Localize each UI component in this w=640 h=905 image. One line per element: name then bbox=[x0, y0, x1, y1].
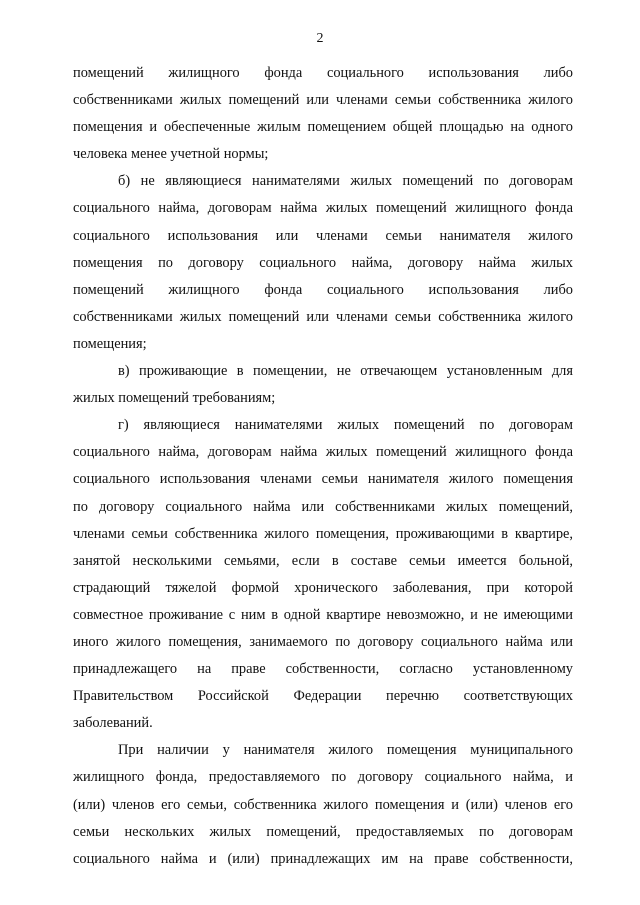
text-line: помещений жилищного фонда социального использования либо bbox=[73, 65, 573, 81]
text-line: собственниками жилых помещений или членами семьи собственника жилого bbox=[73, 92, 573, 109]
text-line: г) являющиеся нанимателями жилых помещений по договорам bbox=[118, 417, 573, 434]
text-line: собственниками жилых помещений или членами семьи собственника жилого bbox=[73, 308, 573, 325]
text-line: занятой несколькими семьями, если в составе семьи имеется больной, bbox=[73, 552, 573, 569]
text-line: человека менее учетной нормы; bbox=[73, 146, 269, 163]
text-line: социального найма, договорам найма жилых помещений жилищного фонда bbox=[73, 200, 573, 217]
text-line: социального найма и (или) принадлежащих им на праве собственности, bbox=[73, 850, 573, 867]
text-line: совместное проживание с ним в одной квартире невозможно, и не имеющими bbox=[73, 606, 573, 623]
text-line: Правительством Российской Федерации перечню соответствующих bbox=[73, 688, 573, 705]
page-number: 2 bbox=[316, 31, 324, 46]
text-line: страдающий тяжелой формой хронического заболевания, при которой bbox=[73, 579, 573, 596]
text-line: иного жилого помещения, занимаемого по договору социального найма или bbox=[73, 633, 573, 650]
text-line: социального найма, договорам найма жилых помещений жилищного фонда bbox=[73, 444, 573, 461]
text-line: помещений жилищного фонда социального использования либо bbox=[73, 281, 573, 298]
text-line: помещения и обеспеченные жилым помещением общей площадью на одного bbox=[73, 119, 573, 136]
text-line: в) проживающие в помещении, не отвечающем установленным для bbox=[118, 363, 573, 380]
document-body bbox=[73, 60, 573, 873]
text-line: принадлежащего на праве собственности, согласно установленному bbox=[73, 661, 573, 678]
text-line: помещения; bbox=[73, 335, 147, 352]
text-line: помещения по договору социального найма, договору найма жилых bbox=[73, 254, 573, 271]
text-line: семьи нескольких жилых помещений, предоставляемых по договорам bbox=[73, 823, 573, 840]
text-line: членами семьи собственника жилого помещения, проживающими в квартире, bbox=[73, 525, 573, 542]
text-line: (или) членов его семьи, собственника жилого помещения и (или) членов его bbox=[73, 796, 573, 813]
text-line: жилищного фонда, предоставляемого по договору социального найма, и bbox=[73, 769, 573, 786]
text-line: по договору социального найма или собственниками жилых помещений, bbox=[73, 498, 573, 515]
text-line: социального использования или членами семьи нанимателя жилого bbox=[73, 227, 573, 244]
text-line: жилых помещений требованиям; bbox=[73, 390, 276, 407]
text-line: При наличии у нанимателя жилого помещения муниципального bbox=[118, 742, 573, 759]
text-line: б) не являющиеся нанимателями жилых помещений по договорам bbox=[118, 173, 573, 190]
text-line: социального использования членами семьи нанимателя жилого помещения bbox=[73, 471, 573, 488]
text-line: заболеваний. bbox=[73, 715, 153, 732]
